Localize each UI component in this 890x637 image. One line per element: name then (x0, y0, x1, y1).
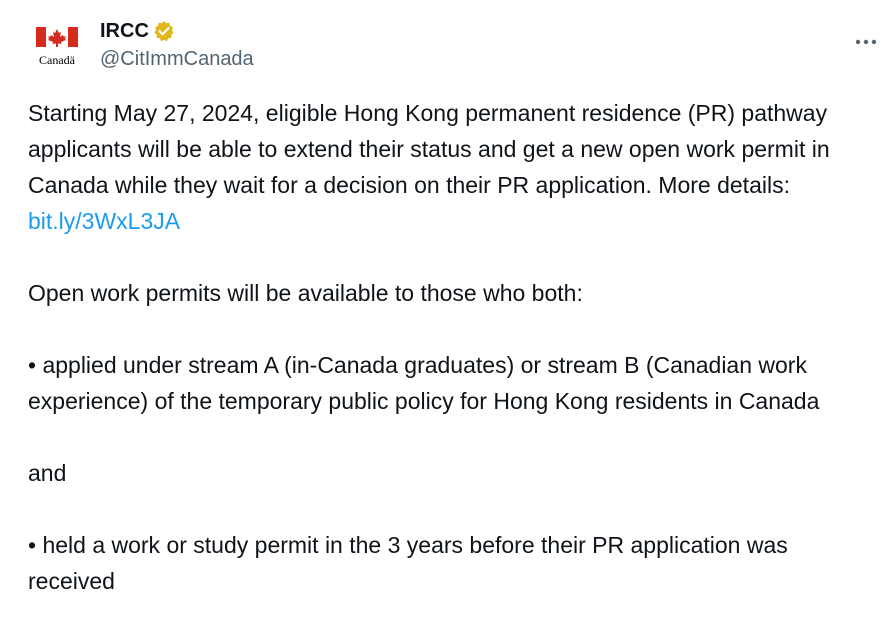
canada-flag-icon (28, 14, 88, 74)
tweet-paragraph-eligibility: Open work permits will be available to those who both: (28, 280, 583, 306)
display-name[interactable]: IRCC (100, 19, 149, 42)
display-name-row (100, 16, 175, 46)
avatar-wordmark: Canadä (39, 53, 75, 67)
tweet-text (28, 95, 878, 599)
tweet-paragraph-intro (28, 95, 878, 239)
details-link[interactable]: bit.ly/3WxL3JA (28, 208, 181, 234)
verified-badge-icon (153, 20, 175, 42)
avatar[interactable] (28, 14, 88, 74)
user-handle[interactable]: @CitImmCanada (100, 48, 254, 70)
bullet-item-stream: • applied under stream A (in-Canada graduates) or stream B (Canadian work experience) of the temporary public policy for Hong Kong residents in Canada (28, 352, 820, 414)
more-horizontal-icon (854, 38, 878, 46)
connector-text: and (28, 460, 67, 486)
intro-text: Starting May 27, 2024, eligible Hong Kong permanent residence (PR) pathway applicants will be able to extend their status and get a new open work permit in Canada while they wait for a decision on their PR application. More details: (28, 100, 830, 198)
more-options-button[interactable] (848, 30, 884, 54)
bullet-item-permit: • held a work or study permit in the 3 years before their PR application was received (28, 532, 788, 594)
tweet-header (28, 14, 878, 74)
